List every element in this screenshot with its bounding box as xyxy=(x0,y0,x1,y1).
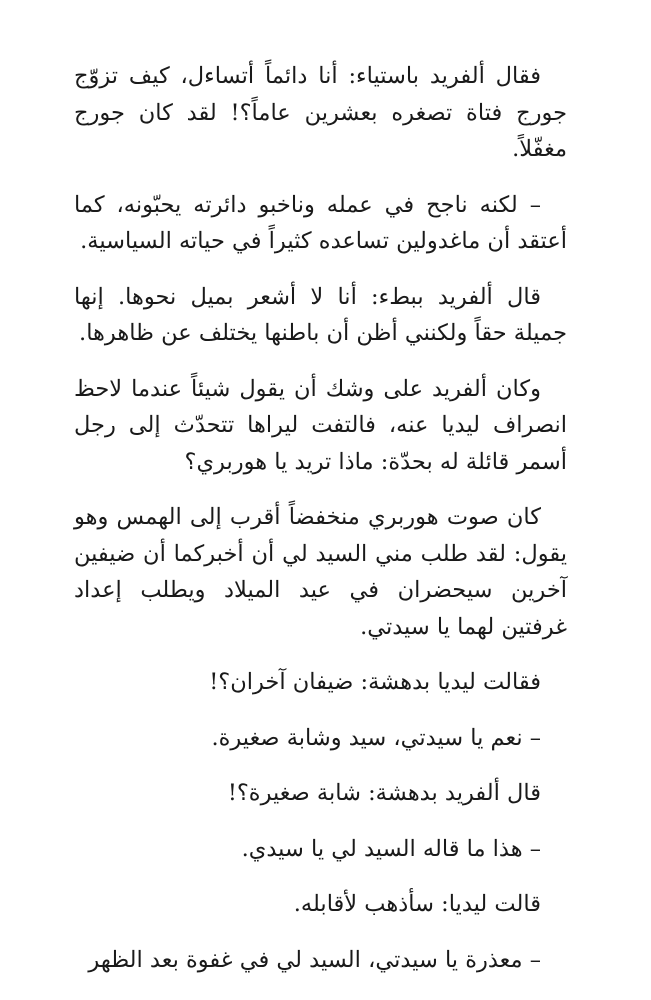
paragraph: قالت ليديا: سأذهب لأقابله. xyxy=(293,891,541,917)
paragraph: – نعم يا سيدتي، سيد وشابة صغيرة. xyxy=(211,724,541,751)
paragraph: فقالت ليديا بدهشة: ضيفان آخران؟! xyxy=(209,669,541,695)
paragraph: فقال ألفريد باستياء: أنا دائماً أتساءل، كيف تزوّج جورج فتاة تصغره بعشرين عاماً؟! لقد كان جورج مغفّلاً. xyxy=(74,63,567,162)
paragraph: – هذا ما قاله السيد لي يا سيدي. xyxy=(241,835,541,862)
paragraph: كان صوت هوربري منخفضاً أقرب إلى الهمس وهو يقول: لقد طلب مني السيد لي أن أخبركما أن ضيفين آخرين سيحضران في عيد الميلاد ويطلب إعداد غرفتين لهما يا سيدتي. xyxy=(74,504,567,640)
paragraph: قال ألفريد بدهشة: شابة صغيرة؟! xyxy=(227,780,541,806)
paragraph: قال ألفريد ببطء: أنا لا أشعر بميل نحوها. إنها جميلة حقاً ولكنني أظن أن باطنها يختلف عن ظاهرها. xyxy=(74,283,567,346)
paragraph: – لكنه ناجح في عمله وناخبو دائرته يحبّونه، كما أعتقد أن ماغدولين تساعده كثيراً في حياته السياسية. xyxy=(74,191,567,254)
paragraph: – معذرة يا سيدتي، السيد لي في غفوة بعد الظهر xyxy=(88,946,541,973)
paragraph: وكان ألفريد على وشك أن يقول شيئاً عندما لاحظ انصراف ليديا عنه، فالتفت ليراها تتحدّث إلى رجل أسمر قائلة له بحدّة: ماذا تريد يا هوربري؟ xyxy=(74,375,567,475)
document-page xyxy=(74,58,567,997)
